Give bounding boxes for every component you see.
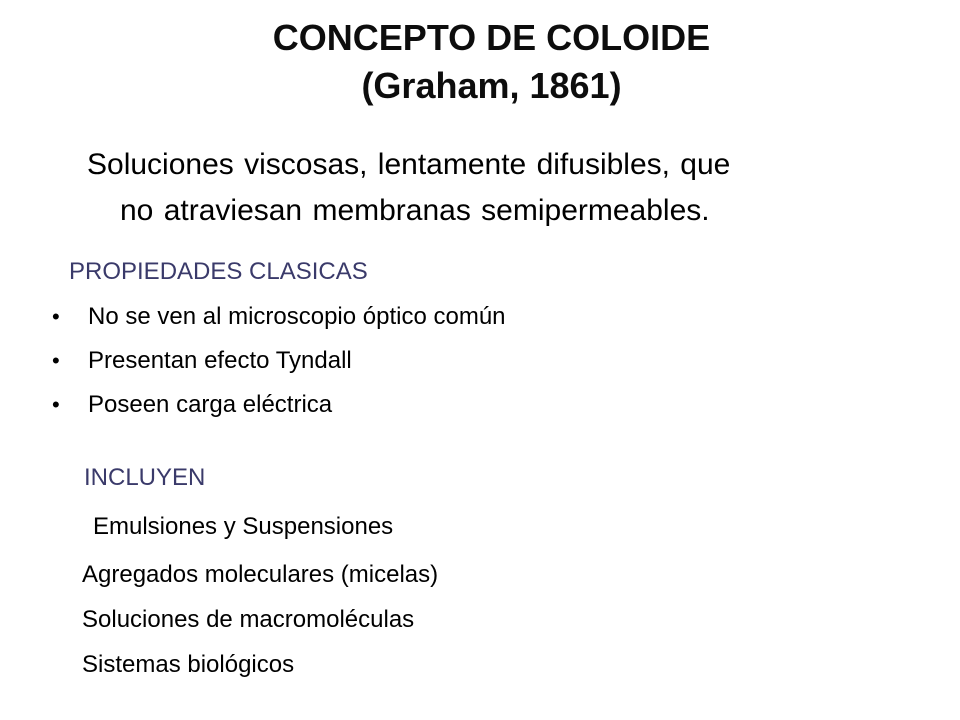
includes-heading: INCLUYEN [84,464,206,491]
properties-heading: PROPIEDADES CLASICAS [69,258,368,285]
bullet-icon: • [52,304,60,329]
include-item-biological-systems: Sistemas biológicos [82,651,295,678]
property-label: No se ven al microscopio óptico común [88,303,506,330]
include-item-macromolecules: Soluciones de macromoléculas [82,606,415,633]
bullet-icon: • [52,392,60,417]
slide-subtitle: (Graham, 1861) [361,65,622,106]
property-item-tyndall [52,347,506,391]
property-item-charge [52,391,506,435]
include-item-emulsions: Emulsiones y Suspensiones [93,513,394,540]
slide-title: CONCEPTO DE COLOIDE [272,17,711,58]
properties-list [52,303,506,435]
include-item-micelles: Agregados moleculares (micelas) [82,561,439,588]
bullet-icon: • [52,348,60,373]
property-item-microscope [52,303,506,347]
property-label: Presentan efecto Tyndall [88,347,352,374]
property-label: Poseen carga eléctrica [88,391,333,418]
definition-line-1: Soluciones viscosas, lentamente difusibles, que [87,148,731,181]
definition-line-2: no atraviesan membranas semipermeables. [120,194,710,227]
